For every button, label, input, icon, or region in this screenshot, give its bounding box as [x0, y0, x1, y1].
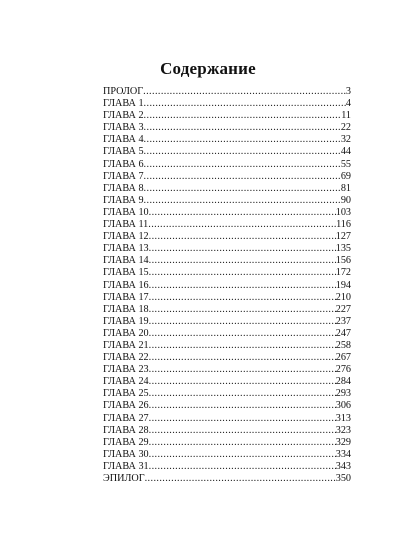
toc-dot-leader	[149, 243, 336, 255]
toc-entry-page-number: 81	[340, 182, 351, 194]
toc-entry	[103, 267, 351, 279]
toc-entry-page-number: 343	[335, 460, 351, 472]
toc-entry-page-number: 116	[336, 219, 351, 231]
toc-entry-page-number: 276	[335, 364, 351, 376]
toc-entry-label: ГЛАВА 1	[103, 98, 144, 110]
toc-entry-label: ГЛАВА 16	[103, 279, 149, 291]
toc-entry-page-number: 329	[335, 436, 351, 448]
toc-entry	[103, 243, 351, 255]
toc-entry-page-number: 55	[340, 158, 351, 170]
toc-entry-page-number: 156	[335, 255, 351, 267]
toc-entry-page-number: 210	[335, 291, 351, 303]
toc-entry-page-number: 90	[340, 194, 351, 206]
toc-entry	[103, 316, 351, 328]
toc-dot-leader	[149, 437, 336, 449]
toc-entry-page-number: 227	[335, 303, 351, 315]
toc-entry-page-number: 247	[335, 327, 351, 339]
toc-dot-leader	[149, 316, 336, 328]
toc-entry-label: ГЛАВА 27	[103, 412, 149, 424]
toc-entry-page-number: 258	[335, 339, 351, 351]
toc-entry	[103, 449, 351, 461]
toc-entry	[103, 134, 351, 146]
page-title: Содержание	[160, 59, 256, 78]
toc-entry-page-number: 313	[335, 412, 351, 424]
toc-entry	[103, 171, 351, 183]
toc-entry	[103, 388, 351, 400]
toc-entry	[103, 98, 351, 110]
toc-entry-page-number: 284	[335, 376, 351, 388]
toc-entry-label: ПРОЛОГ	[103, 86, 144, 97]
toc-dot-leader	[149, 231, 336, 243]
toc-dot-leader	[149, 352, 336, 364]
toc-entry-page-number: 323	[335, 424, 351, 436]
toc-entry	[103, 86, 351, 98]
toc-entry-label: ГЛАВА 6	[103, 158, 144, 170]
toc-entry-page-number: 3	[345, 86, 351, 97]
toc-dot-leader	[144, 159, 341, 171]
table-of-contents	[103, 86, 351, 485]
toc-dot-leader	[144, 146, 341, 158]
toc-dot-leader	[144, 98, 346, 110]
toc-entry	[103, 352, 351, 364]
toc-entry	[103, 219, 351, 231]
toc-entry-page-number: 127	[335, 231, 351, 243]
toc-dot-leader	[144, 110, 342, 122]
toc-dot-leader	[149, 400, 336, 412]
toc-dot-leader	[144, 171, 341, 183]
toc-entry-page-number: 237	[335, 315, 351, 327]
toc-entry-label: ГЛАВА 19	[103, 315, 149, 327]
toc-entry-label: ГЛАВА 13	[103, 243, 149, 255]
toc-entry-label: ГЛАВА 30	[103, 448, 149, 460]
toc-dot-leader	[149, 461, 336, 473]
toc-entry-label: ГЛАВА 25	[103, 388, 149, 400]
toc-entry-label: ГЛАВА 28	[103, 424, 149, 436]
toc-dot-leader	[148, 219, 336, 231]
toc-entry-page-number: 350	[335, 473, 351, 484]
toc-entry-label: ГЛАВА 24	[103, 376, 149, 388]
toc-entry-label: ГЛАВА 15	[103, 267, 149, 279]
toc-entry-page-number: 306	[335, 400, 351, 412]
toc-dot-leader	[144, 183, 341, 195]
toc-entry-label: ГЛАВА 4	[103, 134, 144, 146]
toc-entry-page-number: 69	[340, 170, 351, 182]
toc-entry-label: ГЛАВА 17	[103, 291, 149, 303]
toc-dot-leader	[149, 292, 336, 304]
toc-entry-page-number: 293	[335, 388, 351, 400]
toc-entry-page-number: 4	[345, 98, 351, 110]
toc-entry-label: ГЛАВА 9	[103, 194, 144, 206]
toc-entry-page-number: 44	[340, 146, 351, 158]
toc-entry	[103, 159, 351, 171]
toc-entry-label: ГЛАВА 10	[103, 206, 149, 218]
toc-dot-leader	[149, 280, 336, 292]
toc-dot-leader	[149, 267, 336, 279]
toc-entry-label: ГЛАВА 11	[103, 219, 149, 231]
toc-entry-page-number: 172	[335, 267, 351, 279]
toc-dot-leader	[144, 134, 341, 146]
toc-entry-label: ГЛАВА 12	[103, 231, 149, 243]
toc-entry-label: ГЛАВА 29	[103, 436, 149, 448]
toc-entry	[103, 195, 351, 207]
toc-entry-page-number: 334	[335, 448, 351, 460]
toc-dot-leader	[149, 449, 336, 461]
toc-entry-label: ГЛАВА 3	[103, 122, 144, 134]
toc-entry	[103, 280, 351, 292]
toc-dot-leader	[149, 364, 336, 376]
toc-entry-label: ГЛАВА 26	[103, 400, 149, 412]
toc-dot-leader	[149, 413, 336, 425]
toc-dot-leader	[149, 340, 336, 352]
toc-entry-label: ГЛАВА 14	[103, 255, 149, 267]
toc-entry-label: ГЛАВА 7	[103, 170, 144, 182]
toc-dot-leader	[149, 425, 336, 437]
toc-entry-page-number: 32	[340, 134, 351, 146]
toc-entry-page-number: 22	[340, 122, 351, 134]
toc-dot-leader	[149, 304, 336, 316]
toc-entry-label: ГЛАВА 23	[103, 364, 149, 376]
toc-entry-label: ГЛАВА 22	[103, 352, 149, 364]
toc-entry	[103, 231, 351, 243]
toc-entry-label: ГЛАВА 18	[103, 303, 149, 315]
toc-entry	[103, 304, 351, 316]
toc-entry-label: ГЛАВА 5	[103, 146, 144, 158]
toc-dot-leader	[143, 86, 346, 98]
toc-entry	[103, 364, 351, 376]
toc-entry	[103, 376, 351, 388]
toc-entry	[103, 183, 351, 195]
toc-entry-page-number: 103	[335, 206, 351, 218]
toc-entry	[103, 255, 351, 267]
toc-entry-label: ГЛАВА 20	[103, 327, 149, 339]
toc-dot-leader	[149, 255, 336, 267]
toc-entry	[103, 122, 351, 134]
toc-dot-leader	[145, 473, 336, 485]
toc-entry	[103, 425, 351, 437]
toc-entry	[103, 328, 351, 340]
toc-dot-leader	[144, 122, 341, 134]
toc-dot-leader	[149, 328, 336, 340]
toc-dot-leader	[149, 376, 336, 388]
toc-entry-label: ГЛАВА 21	[103, 339, 149, 351]
toc-entry	[103, 207, 351, 219]
toc-entry-page-number: 135	[335, 243, 351, 255]
toc-entry-label: ГЛАВА 31	[103, 460, 149, 472]
toc-entry-label: ЭПИЛОГ	[103, 473, 145, 484]
toc-entry-page-number: 11	[341, 110, 351, 122]
toc-entry-page-number: 267	[335, 352, 351, 364]
toc-dot-leader	[144, 195, 341, 207]
toc-entry	[103, 413, 351, 425]
toc-entry	[103, 437, 351, 449]
toc-entry	[103, 146, 351, 158]
toc-entry-page-number: 194	[335, 279, 351, 291]
toc-entry	[103, 292, 351, 304]
toc-entry-label: ГЛАВА 8	[103, 182, 144, 194]
toc-entry	[103, 340, 351, 352]
toc-dot-leader	[149, 207, 336, 219]
toc-dot-leader	[149, 388, 336, 400]
toc-entry-label: ГЛАВА 2	[103, 110, 144, 122]
toc-entry	[103, 110, 351, 122]
toc-entry	[103, 400, 351, 412]
toc-entry	[103, 461, 351, 473]
toc-entry	[103, 473, 351, 485]
